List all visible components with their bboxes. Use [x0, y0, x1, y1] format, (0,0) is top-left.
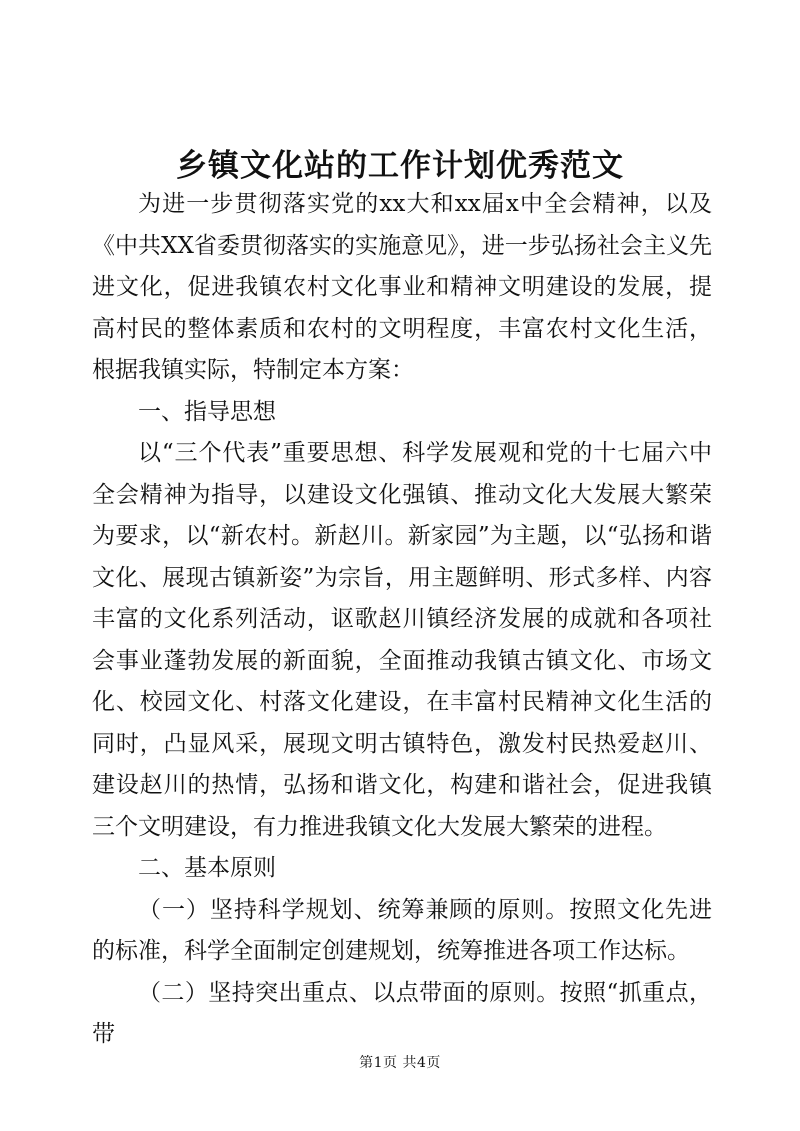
- principle-one-paragraph: （一）坚持科学规划、统筹兼顾的原则。按照文化先进的标准，科学全面制定创建规划，统筹推进各项工作达标。: [92, 896, 712, 964]
- guiding-ideology-paragraph: 以“三个代表”重要思想、科学发展观和党的十七届六中全会精神为指导，以建设文化强镇、推动文化大发展大繁荣为要求，以“新农村。新赵川。新家园”为主题，以“弘扬和谐文化、展现古镇新姿”为宗旨，用主题鲜明、形式多样、内容丰富的文化系列活动，讴歌赵川镇经济发展的成就和各项社会事业蓬勃发展的新面貌，全面推动我镇古镇文化、市场文化、校园文化、村落文化建设，在丰富村民精神文化生活的同时，凸显风采，展现文明古镇特色，激发村民热爱赵川、建设赵川的热情，弘扬和谐文化，构建和谐社会，促进我镇三个文明建设，有力推进我镇文化大发展大繁荣的进程。: [92, 440, 712, 840]
- section-heading-guiding-ideology: 一、指导思想: [138, 398, 276, 425]
- document-title: 乡镇文化站的工作计划优秀范文: [176, 148, 624, 184]
- intro-paragraph: 为进一步贯彻落实党的xx大和xx届x中全会精神，以及《中共XX省委贯彻落实的实施意见》，进一步弘扬社会主义先进文化，促进我镇农村文化事业和精神文明建设的发展，提高村民的整体素质和农村的文明程度，丰富农村文化生活，根据我镇实际，特制定本方案：: [92, 191, 712, 383]
- page-footer: 第1页 共4页: [359, 1055, 441, 1071]
- principle-two-paragraph: （二）坚持突出重点、以点带面的原则。按照“抓重点，带: [92, 979, 712, 1047]
- document-body: [92, 184, 712, 1056]
- section-heading-basic-principles: 二、基本原则: [138, 855, 276, 881]
